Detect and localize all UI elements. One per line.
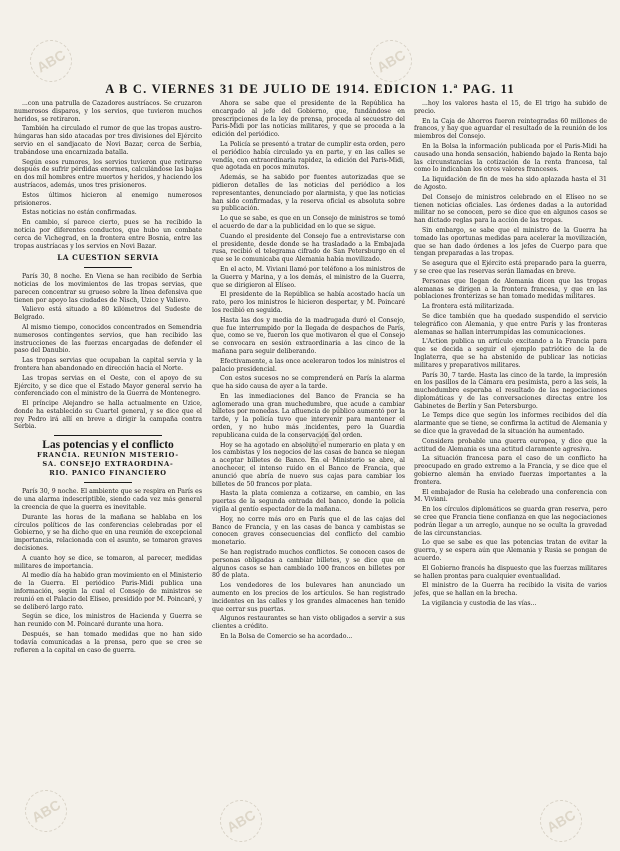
article-subheading: SA. CONSEJO EXTRAORDINA- [42, 459, 174, 468]
paragraph: En cambio, sí parece cierto, pues se ha recibido la noticia por diferentes conductos, que hubo un combate cerca de Vichegrad, en la frontera entre Bosnia, entre las tropas austríacas y los servios en Novi Bazar. [14, 219, 202, 250]
paragraph: Se asegura que el Ejército está preparado para la guerra, y se cree que las reservas serán llamadas en breve. [414, 260, 607, 275]
paragraph: Se han registrado muchos conflictos. Se conocen casos de personas obligadas a cambiar billetes, y se dice que en algunos casos se han cambiado 100 francos en billetes por 80 de plata. [212, 549, 405, 580]
paragraph: En la Caja de Ahorros fueron reintegradas 60 millones de francos, y hay que aguardar el resultado de la reunión de los miembros del Consejo. [414, 117, 607, 141]
paragraph: Estas noticias no están confirmadas. [22, 209, 137, 217]
paragraph: En la Bolsa de Comercio se ha acordado... [220, 633, 353, 640]
paragraph: ...hoy los valores hasta el 15, de El trigo ha subido de precio. [414, 100, 607, 115]
divider [84, 267, 132, 268]
paragraph: Durante las horas de la mañana se hablaba en los círculos políticos de las conferencias celebradas por el Gobierno, y se ha dicho que en una reunión de excepcional importancia, relacionada con el asunto, se tomaron graves decisiones. [14, 513, 202, 553]
paragraph: Le Temps dice que según los informes recibidos del día alarmante que se tiene, se confirma la actitud de Alemania y se dice que la gravedad de la situación ha aumentado. [414, 412, 607, 436]
paragraph: Al medio día ha habido gran movimiento en el Ministerio de la Guerra. El periódico Paris-Midi publica una información, según la cual el Consejo de ministros se reunió en el Palacio del Elíseo, presidido por M. Poincaré, y se deliberó largo rato. [14, 572, 202, 611]
watermark-stamp: ABC [212, 792, 269, 849]
paragraph: Hoy se ha agotado en absoluto el numerario en plata y en los cambistas y los negocios de las casas de banca se niegan a aceptar billetes de Banco. En el Ministerio se abre, al anochecer, el intenso ruido en el Banco de Francia, que anunció que abría de nuevo sus cajas para cambiar los billetes de 50 francos por plata. [212, 441, 405, 488]
column-1 [14, 100, 202, 656]
paragraph: Ahora se sabe que el presidente de la República ha encargado al jefe del Gobierno, que, fundándose en prescripciones de la ley de prensa, proceda al secuestro del Paris-Midi por las noticias militares, y que se proceda a la edición del periódico. [212, 100, 405, 139]
paragraph: La Policía se presentó a tratar de cumplir esta orden, pero el periódico había circulado ya en parte, y en las calles se vendía, con extraordinaria rapidez, la edición del Paris-Midi, que agotada en pocos minutos. [212, 140, 405, 172]
section-cuestion-servia [14, 273, 202, 431]
column-2 [212, 100, 405, 643]
paragraph: Al mismo tiempo, conocidos concentrados en Semendria numerosos contingentes servios, que han recibido las instrucciones de las fuerzas encargadas de defender el paso del Danubio. [14, 323, 202, 355]
paragraph: El ministro de la Guerra ha recibido la visita de varios jefes, que se hallan en la brecha. [414, 582, 607, 598]
paragraph: En el acto, M. Viviani llamó por teléfono a los ministros de la Guerra y Marina, y a los demás, el ministro de la Guerra, que se dirigieron al Elíseo. [212, 265, 405, 289]
paragraph: El príncipe Alejandro se halla actualmente en Uzice, donde ha establecido su Cuartel general, y se dice que el rey Pedro irá allí en breve a dirigir la campaña contra Serbia. [14, 400, 202, 431]
paragraph: El Gobierno francés ha dispuesto que las fuerzas militares se hallen prontas para cualquier eventualidad. [414, 564, 607, 580]
paragraph: Hoy, no corre más oro en París que el de las cajas del Banco de Francia, y en las casas de banca y cambistas se conocen graves consecuencias del conflicto del cambio monetario. [212, 515, 405, 547]
paragraph: La frontera está militarizada. [422, 303, 514, 311]
paragraph: L'Action publica un artículo excitando a la Francia para que se decida a seguir el ejemplo patriótico de la de Inglaterra, que se ha abstenido de publicar las noticias militares y preparativos militares. [414, 338, 607, 369]
paragraph: A cuanto hoy se dice, se tomaron, al parecer, medidas militares de importancia. [14, 554, 202, 570]
watermark-stamp: ABC [292, 412, 349, 469]
section-title-cuestion-servia: LA CUESTION SERVIA [57, 253, 159, 263]
divider [54, 435, 162, 436]
paragraph: En las inmediaciones del Banco de Francia se ha aglomerado una gran muchedumbre, que acude a cambiar billetes por monedas. La afluencia de público aumentó por la tarde, y la policía tuvo que intervenir para mantener el orden, y no hubo más incidentes, pero la Guardia republicana cuida de la conservación del orden. [212, 392, 405, 439]
paragraph: París 30, 8 noche. En Viena se han recibido de Serbia noticias de los movimientos de las tropas servias, que parecen concentrar su grueso sobre la línea defensiva que tienen por apoyo las ciudades de Nisch, Uzice y Valievo. [14, 273, 202, 304]
paragraph: Lo que se sabe, es que en un Consejo de ministros se tomó el acuerdo de dar a la publicidad en lo que se sigue. [212, 215, 405, 230]
paragraph: Algunos restaurantes se han visto obligados a servir a sus clientes a crédito. [212, 615, 405, 631]
paragraph: Con estos sucesos no se comprenderá en París la alarma que ha sido causa de ayer a la tarde. [212, 375, 405, 391]
paragraph: París 30, 7 tarde. Hasta las cinco de la tarde, la impresión en los pasillos de la Cámara era pesimista, pero a las seis, la muchedumbre esperaba el resultado de las negociaciones diplomáticas y de las conversaciones directas entre los Gabinetes de Berlín y San Petersburgo. [414, 371, 607, 410]
paragraph: Del Consejo de ministros celebrado en el Elíseo no se tienen noticias oficiales. Las órdenes dadas a la autoridad militar no se conocen, pero se dice que en algunos casos se han dictado reglas para la acción de las tropas. [414, 193, 607, 225]
paragraph: También ha circulado el rumor de que las tropas austro-húngaras han sido atacadas por tres divisiones del Ejército servio en el sandjacato de Novi Bazar, cerca de Serbia, trabándose una encarnizada batalla. [14, 125, 202, 156]
paragraph: Se dice también que ha quedado suspendido el servicio telegráfico con Alemania, y que entre París y las fronteras alemanas se hallan interrumpidas las comunicaciones. [414, 312, 607, 336]
column-2-body [212, 100, 405, 641]
article-subheading: FRANCIA. REUNION MISTERIO- [37, 451, 179, 460]
column-3 [414, 100, 607, 610]
paragraph: ...con una patrulla de Cazadores austríacos. Se cruzaron numerosos disparos, y los servios, que tuvieron muchos heridos, se retiraron. [14, 100, 202, 123]
paragraph: Los vendedores de los bulevares han anunciado un aumento en los precios de los artículos. Se han registrado incidentes en las calles y los grandes almacenes han tenido que cerrar sus puertas. [212, 582, 405, 613]
paragraph: El embajador de Rusia ha celebrado una conferencia con M. Viviani. [414, 488, 607, 504]
section-potencias [14, 488, 202, 654]
divider [84, 482, 132, 483]
paragraph: Cuando el presidente del Consejo fue a entrevistarse con el presidente, desde donde se ha trasladado a la Embajada rusa, recibió el telegrama cifrado de San Petersburgo en el que se le comunicaba que Alemania había movilizado. [212, 232, 405, 264]
paragraph: Después, se han tomado medidas que no han sido todavía comunicadas a la prensa, pero que se cree se refieren a la capital en caso de guerra. [14, 631, 202, 654]
paragraph: La situación francesa para el caso de un conflicto ha preocupado en grado extremo a la Francia, y se dice que el gobierno alemán ha enviado fuerzas importantes a la frontera. [414, 455, 607, 486]
watermark-stamp: ABC [22, 32, 79, 89]
column-3-body [414, 100, 607, 608]
paragraph: En la Bolsa la información publicada por el Paris-Midi ha causado una honda sensación, habiendo bajado la Renta bajo las circunstancias la cotización de la renta francesa, tal como lo indicaban los otros valores franceses. [414, 142, 607, 174]
paragraph: Valievo está situado a 80 kilómetros del Sudeste de Belgrado. [14, 306, 202, 322]
paragraph: Hasta las dos y media de la madrugada duró el Consejo, que fue interrumpido por la llegada de despachos de París, que, como se ve, fueron los que motivaron el que el Consejo se convocara en sesión extraordinaria a las cinco de la mañana para seguir deliberando. [212, 316, 405, 355]
paragraph: Además, se ha sabido por fuentes autorizadas que se pidieron detalles de las noticias del periódico a los representantes, denunciado por alarmista, y que las noticias han sido confirmadas, y la reserva oficial es absoluta sobre su publicación. [212, 174, 405, 213]
watermark-stamp: ABC [17, 782, 74, 839]
paragraph: Lo que se sabe es que las potencias tratan de evitar la guerra, y se espera aún que Alemania y Rusia se pongan de acuerdo. [414, 539, 607, 563]
paragraph: En los círculos diplomáticos se guarda gran reserva, pero se cree que Francia tiene confianza en que las negociaciones podrán llegar a un arreglo, aunque no se oculta la gravedad de las circunstancias. [414, 506, 607, 537]
paragraph: Las tropas servias en el Oeste, con el apoyo de su Ejército, y se dice que el Estado Mayor general servio ha conferenciado con el ministro de la Guerra de Montenegro. [14, 374, 202, 398]
paragraph: Efectivamente, a las once aceleraron todos los ministros el palacio presidencial. [212, 357, 406, 373]
paragraph: Estos últimos hicieron al enemigo numerosos prisioneros. [14, 191, 202, 207]
column-1-intro [14, 100, 202, 250]
article-subheading: RIO. PANICO FINANCIERO [49, 468, 167, 477]
paragraph: Según se dice, los ministros de Hacienda y Guerra se han reunido con M. Poincaré durante una hora. [14, 613, 202, 629]
paragraph: Considera probable una guerra europea, y dice que la actitud de Alemania es una actitud claramente agresiva. [414, 437, 607, 453]
watermark-stamp: ABC [532, 792, 589, 849]
paragraph: Hasta la plata comienza a cotizarse, en cambio, en las puertas de la segunda entrada del banco, donde la policía vigila al gentío espectador de la mañana. [212, 490, 405, 514]
paragraph: El presidente de la República se había acostado hacía un rato, pero los ministros le hicieron despertar, y M. Poincaré los recibió en seguida. [212, 291, 405, 314]
paragraph: Personas que llegan de Alemania dicen que las tropas alemanas se dirigen a la frontera francesa, y que en las poblaciones fronterizas se han tomado medidas militares. [414, 277, 607, 301]
paragraph: La liquidación de fin de mes ha sido aplazada hasta el 31 de Agosto. [414, 176, 607, 191]
paragraph: Las tropas servias que ocupaban la capital servia y la frontera han abandonado en dirección hacia el Norte. [14, 357, 202, 372]
watermark-stamp: ABC [362, 32, 419, 89]
article-headline: Las potencias y el conflicto [42, 439, 174, 452]
paragraph: Sin embargo, se sabe que el ministro de la Guerra ha tomado las oportunas medidas para acelerar la movilización, que se han dado órdenes a los jefes de Cuerpo para que tengan preparadas a las tropas. [414, 226, 607, 258]
paragraph: La vigilancia y custodia de las vías... [422, 600, 537, 608]
paragraph: Según esos rumores, los servios tuvieron que retirarse después de sufrir pérdidas enormes, calculándose las bajas en dos mil hombres entre muertos y heridos, y haciendo los austríacos, además, unos tres prisioneros. [14, 158, 202, 189]
page-masthead: A B C. VIERNES 31 DE JULIO DE 1914. EDICION 1.ª PAG. 11 [105, 82, 515, 96]
paragraph: París 30, 9 noche. El ambiente que se respira en París es de una alarma indescriptible, siendo cada vez más general la creencia de que la guerra es inevitable. [14, 488, 202, 512]
